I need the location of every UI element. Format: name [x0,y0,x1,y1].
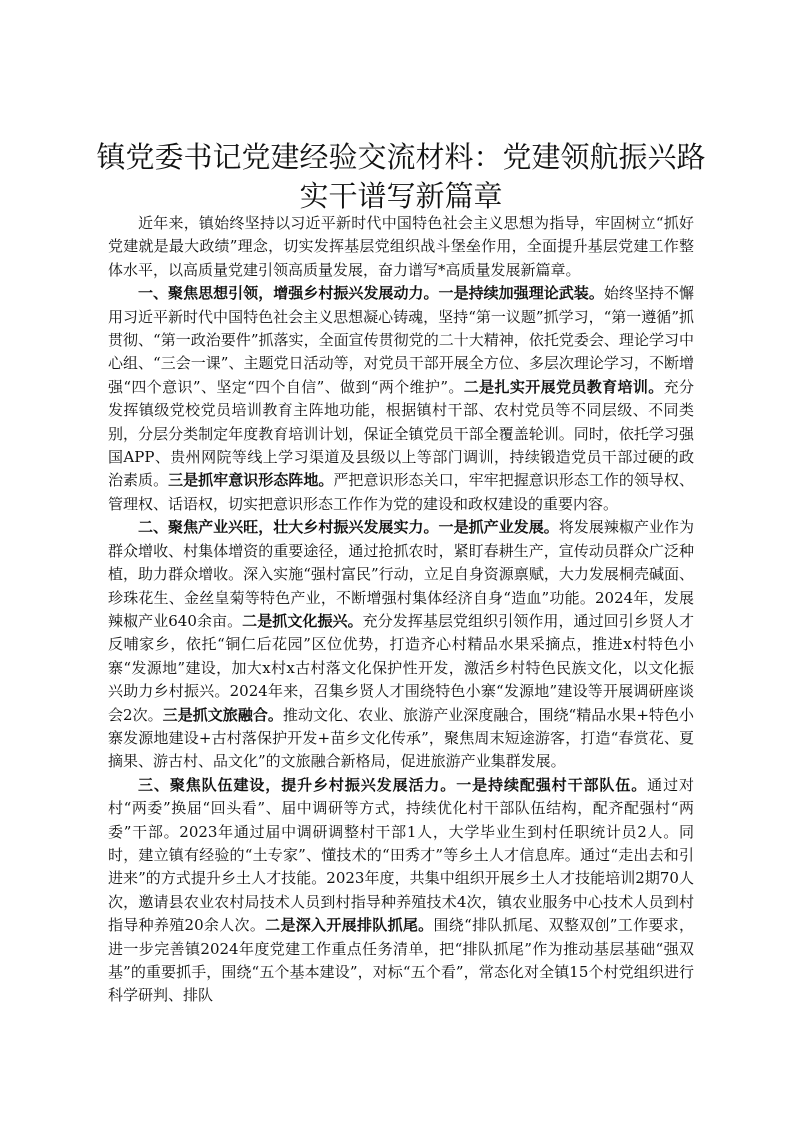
section-2-point-1-heading: 一是抓产业发展。 [438,518,559,537]
section-1-point-3-heading: 三是抓牢意识形态阵地。 [168,471,334,490]
document-title: 镇党委书记党建经验交流材料：党建领航振兴路 实干谱写新篇章 [96,140,706,213]
section-2-point-3-heading: 三是抓文旅融合。 [162,705,283,724]
section-2-point-2-text: 充分发挥基层党组织引领作用，通过回引乡贤人才反哺家乡，依托“铜仁后花园”区位优势，打造齐心村精品水果采摘点，推进x村特色小寨“发源地”建设，加大x村x古村落文化保护性开发，激活乡村特色民族文化，以文化振兴助力乡村振兴。2024年来，召集乡贤人才围绕特色小寨“发源地”建设等开展调研座谈会2次。 [108,611,694,724]
section-3-point-1-heading: 一是持续配强村干部队伍。 [456,775,648,794]
section-1-point-2-text: 充分发挥镇级党校党员培训教育主阵地功能，根据镇村干部、农村党员等不同层级、不同类别，分层分类制定年度教育培训计划，保证全镇党员干部全覆盖轮训。同时，依托学习强国APP、贵州网院等线上学习渠道及县级以上等部门调训，持续锻造党员干部过硬的政治素质。 [108,377,694,490]
section-1-point-3-text: 严把意识形态关口，牢牢把握意识形态工作的领导权、管理权、话语权，切实把意识形态工作作为党的建设和政权建设的重要内容。 [108,471,694,513]
intro-paragraph: 近年来，镇始终坚持以习近平新时代中国特色社会主义思想为指导，牢固树立“抓好党建就是最大政绩”理念，切实发挥基层党组织战斗堡垒作用，全面提升基层党建工作整体水平，以高质量党建引领高质量发展，奋力谱写*高质量发展新篇章。 [108,214,694,279]
section-1-point-2-heading: 二是扎实开展党员教育培训。 [463,377,664,396]
section-2-point-1-text: 将发展辣椒产业作为群众增收、村集体增资的重要途径，通过抢抓农时，紧盯春耕生产，宣传动员群众广泛种植，助力群众增收。深入实施“强村富民”行动，立足自身资源禀赋，大力发展桐壳碱面、珍珠花生、金丝皇菊等特色产业，不断增强村集体经济自身“造血”功能。2024年，发展辣椒产业640余亩。 [108,518,694,630]
document-body [108,212,694,1008]
section-2-point-3-text: 推动文化、农业、旅游产业深度融合，围绕“精品水果+特色小寨发源地建设+古村落保护开发+苗乡文化传承”，聚焦周末短途游客，打造“春赏花、夏摘果、游古村、品文化”的文旅融合新格局，促进旅游产业集群发展。 [108,705,694,771]
section-2-heading: 二、聚焦产业兴旺，壮大乡村振兴发展实力。 [138,518,439,537]
section-1-paragraph [108,282,694,516]
section-1-point-1-text: 始终坚持不懈用习近平新时代中国特色社会主义思想凝心铸魂，坚持“第一议题”抓学习，“第一遵循”抓贯彻、“第一政治要件”抓落实，全面宣传贯彻党的二十大精神，依托党委会、理论学习中心组、“三会一课”、主题党日活动等，对党员干部开展全方位、多层次理论学习，不断增强“四个意识”、坚定“四个自信”、做到“两个维护”。 [108,284,694,396]
section-3-point-2-text: 围绕“排队抓尾、双整双创”工作要求，进一步完善镇2024年度党建工作重点任务清单，把“排队抓尾”作为推动基层基础“强双基”的重要抓手，围绕“五个基本建设”，对标“五个看”，常态化对全镇15个村党组织进行科学研判、排队 [108,916,694,1005]
section-3-heading: 三、聚焦队伍建设，提升乡村振兴发展活力。 [138,775,457,794]
section-2-point-2-heading: 二是抓文化振兴。 [242,611,363,630]
section-2-paragraph [108,516,694,773]
section-3-point-1-text: 通过对村“两委”换届“回头看”、届中调研等方式，持续优化村干部队伍结构，配齐配强村“两委”干部。2023年通过届中调研调整村干部1人，大学毕业生到村任职统计员2人。同时，建立镇有经验的“土专家”、懂技术的“田秀才”等乡土人才信息库。通过“走出去和引进来”的方式提升乡土人才技能。2023年度，共集中组织开展乡土人才技能培训2期70人次，邀请县农业农村局技术人员到村指导种养殖技术4次，镇农业服务中心技术人员到村指导种养殖20余人次。 [108,775,694,935]
section-3-point-2-heading: 二是深入开展排队抓尾。 [265,916,434,935]
section-1-point-1-heading: 一是持续加强理论武装。 [438,284,604,303]
section-1-heading: 一、聚焦思想引领，增强乡村振兴发展动力。 [138,284,439,303]
section-3-paragraph [108,774,694,1008]
